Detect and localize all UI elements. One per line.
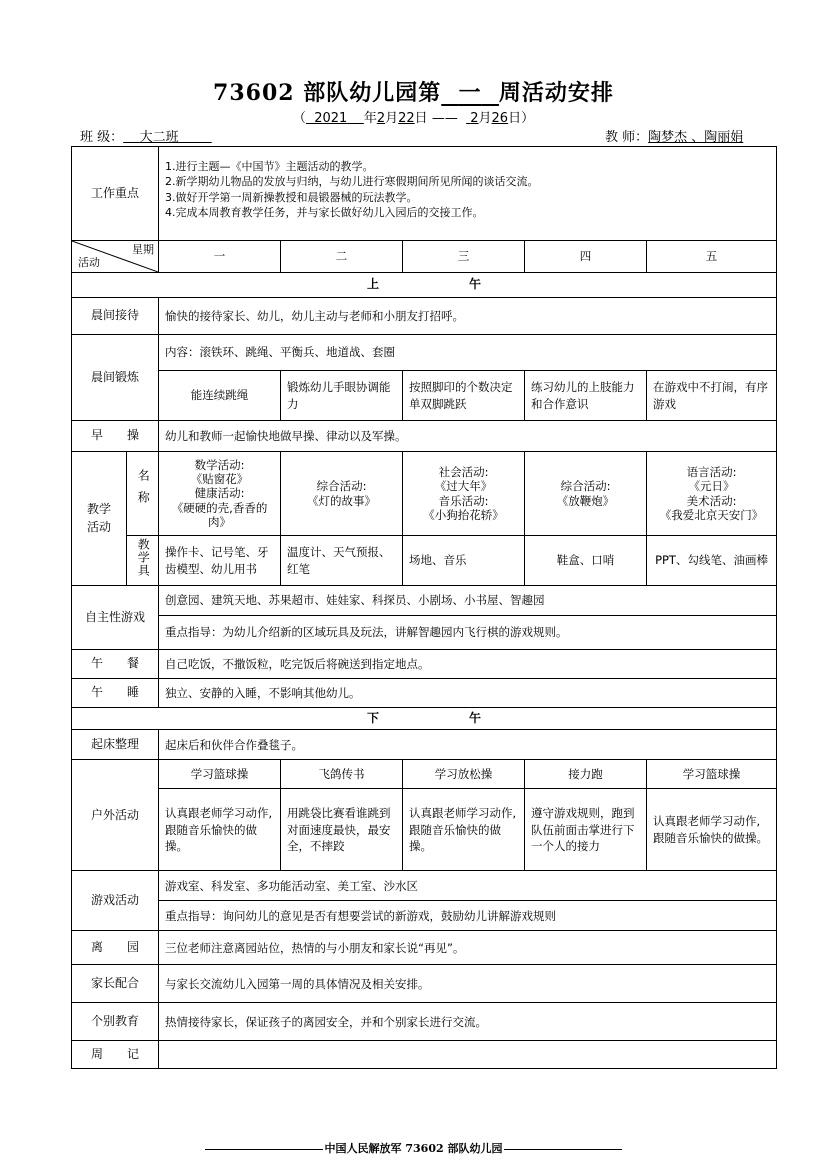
morning-section-header: 上 午 <box>72 273 777 298</box>
page-title: 73602 部队幼儿园第 一 周活动安排 <box>213 80 614 106</box>
row-label: 个别教育 <box>72 1003 159 1041</box>
focus-line: 1.进行主题—《中国节》主题活动的教学。 <box>165 160 374 173</box>
teaching-names-row <box>72 452 777 536</box>
lesson-names: 语言活动: 《元日》 美术活动: 《我爱北京天安门》 <box>647 452 777 536</box>
outdoor-names-row <box>72 760 777 789</box>
day-header: 二 <box>281 241 403 273</box>
games-guidance: 重点指导：询问幼儿的意见是否有想要尝试的新游戏，鼓励幼儿讲解游戏规则 <box>159 901 777 931</box>
teaching-tools-row <box>72 536 777 586</box>
focus-row <box>72 147 777 241</box>
lesson-names: 数学活动: 《贴窗花》 健康活动: 《硬硬的壳,香香的肉》 <box>159 452 281 536</box>
outdoor-activity-goal: 认真跟老师学习动作,跟随音乐愉快的做操。 <box>159 789 281 871</box>
row-label: 自主性游戏 <box>72 586 159 650</box>
row-content: 起床后和伙伴合作叠毯子。 <box>159 730 777 760</box>
schedule-table <box>71 146 777 1069</box>
lesson-tools: 鞋盒、口哨 <box>525 536 647 586</box>
date-year: 2021 <box>314 111 348 126</box>
row-content: 独立、安静的入睡，不影响其他幼儿。 <box>159 679 777 708</box>
outdoor-activity-name: 学习放松操 <box>403 760 525 789</box>
free-play-areas: 创意园、建筑天地、苏果超市、娃娃家、科探员、小剧场、小书屋、智趣园 <box>159 586 777 616</box>
outdoor-activity-goal: 认真跟老师学习动作,跟随音乐愉快的做操。 <box>403 789 525 871</box>
free-play-guidance: 重点指导：为幼儿介绍新的区域玩具及玩法，讲解智趣园内飞行棋的游戏规则。 <box>159 616 777 650</box>
lesson-names: 社会活动: 《过大年》 音乐活动: 《小狗抬花轿》 <box>403 452 525 536</box>
lesson-tools: PPT、勾线笔、油画棒 <box>647 536 777 586</box>
notes-row <box>72 1041 777 1069</box>
lesson-names: 综合活动: 《灯的故事》 <box>281 452 403 536</box>
outdoor-activity-goal: 认真跟老师学习动作,跟随音乐愉快的做操。 <box>647 789 777 871</box>
morning-drill-row <box>72 421 777 452</box>
row-label: 起床整理 <box>72 730 159 760</box>
class-name: 大二班 <box>139 130 179 145</box>
row-content: 愉快的接待家长、幼儿，幼儿主动与老师和小朋友打招呼。 <box>159 298 777 335</box>
parents-row <box>72 965 777 1003</box>
focus-line: 2.新学期幼儿物品的发放与归纳，与幼儿进行寒假期间所见所闻的谈话交流。 <box>165 175 539 189</box>
focus-label: 工作重点 <box>72 147 159 241</box>
row-content: 热情接待家长，保证孩子的离园安全，并和个别家长进行交流。 <box>159 1003 777 1041</box>
activity-header-label: 活动 <box>78 256 100 270</box>
day-header: 五 <box>647 241 777 273</box>
lesson-tools: 场地、音乐 <box>403 536 525 586</box>
row-label: 周 记 <box>72 1041 159 1069</box>
morning-exercise-row <box>72 335 777 371</box>
games-row <box>72 871 777 901</box>
free-play-row <box>72 586 777 616</box>
nap-row <box>72 679 777 708</box>
teacher-info: 教 师：陶梦杰 、陶丽娟 <box>605 130 744 145</box>
outdoor-activity-name: 接力跑 <box>525 760 647 789</box>
name-sublabel: 名称 <box>127 452 159 536</box>
tools-sublabel: 教学具 <box>127 536 159 586</box>
afternoon-section-header: 下 午 <box>72 708 777 730</box>
day-header: 三 <box>403 241 525 273</box>
row-content: 幼儿和教师一起愉快地做早操、律动以及军操。 <box>159 421 777 452</box>
row-content: 自己吃饭，不撒饭粒，吃完饭后将碗送到指定地点。 <box>159 650 777 679</box>
individual-row <box>72 1003 777 1041</box>
row-label: 户外活动 <box>72 760 159 871</box>
row-label: 离 园 <box>72 931 159 965</box>
diagonal-header <box>72 241 159 273</box>
header-row <box>72 241 777 273</box>
wakeup-row <box>72 730 777 760</box>
row-label: 晨间接待 <box>72 298 159 335</box>
row-content: 三位老师注意离园站位，热情的与小朋友和家长说“再见”。 <box>159 931 777 965</box>
row-label: 午 餐 <box>72 650 159 679</box>
outdoor-activity-name: 学习篮球操 <box>159 760 281 789</box>
exercise-content: 内容：滚铁环、跳绳、平衡兵、地道战、套圈 <box>159 335 777 371</box>
day-header: 四 <box>525 241 647 273</box>
row-label: 游戏活动 <box>72 871 159 931</box>
teacher-names: 陶梦杰 、陶丽娟 <box>648 130 744 145</box>
lunch-row <box>72 650 777 679</box>
exercise-goal: 按照脚印的个数决定单双脚跳跃 <box>403 371 525 421</box>
day-header: 一 <box>159 241 281 273</box>
weekday-header-label: 星期 <box>132 243 155 256</box>
footer: 中国人民解放军 73602 部队幼儿园 <box>0 1140 827 1156</box>
lesson-tools: 操作卡、记号笔、牙齿模型、幼儿用书 <box>159 536 281 586</box>
games-areas: 游戏室、科发室、多功能活动室、美工室、沙水区 <box>159 871 777 901</box>
leaving-row <box>72 931 777 965</box>
outdoor-activity-name: 飞鸽传书 <box>281 760 403 789</box>
focus-line: 3.做好开学第一周新操教授和晨锻器械的玩法教学。 <box>165 190 418 204</box>
outdoor-activity-goal: 遵守游戏规则，跑到队伍前面击掌进行下一个人的接力 <box>525 789 647 871</box>
exercise-goal: 在游戏中不打闹，有序游戏 <box>647 371 777 421</box>
row-label: 晨间锻炼 <box>72 335 159 421</box>
row-label: 家长配合 <box>72 965 159 1003</box>
morning-reception-row <box>72 298 777 335</box>
outdoor-activity-goal: 用跳袋比赛看谁跳到对面速度最快，最安全，不摔跤 <box>281 789 403 871</box>
lesson-tools: 温度计、天气预报、红笔 <box>281 536 403 586</box>
focus-line: 4.完成本周教育教学任务，并与家长做好幼儿入园后的交接工作。 <box>165 206 484 220</box>
notes-content[interactable] <box>159 1041 777 1069</box>
row-content: 与家长交流幼儿入园第一周的具体情况及相关安排。 <box>159 965 777 1003</box>
exercise-goal: 练习幼儿的上肢能力和合作意识 <box>525 371 647 421</box>
row-label: 午 睡 <box>72 679 159 708</box>
exercise-goal: 能连续跳绳 <box>159 371 281 421</box>
row-label: 早 操 <box>72 421 159 452</box>
class-info: 班 级： 大二班 <box>80 130 179 145</box>
date-range: （ 2021 年2月22日 —— 2月26日） <box>292 111 535 126</box>
teaching-label: 教学活动 <box>72 452 127 586</box>
outdoor-activity-name: 学习篮球操 <box>647 760 777 789</box>
exercise-goal: 锻炼幼儿手眼协调能力 <box>281 371 403 421</box>
focus-content <box>159 147 777 241</box>
lesson-names: 综合活动: 《放鞭炮》 <box>525 452 647 536</box>
